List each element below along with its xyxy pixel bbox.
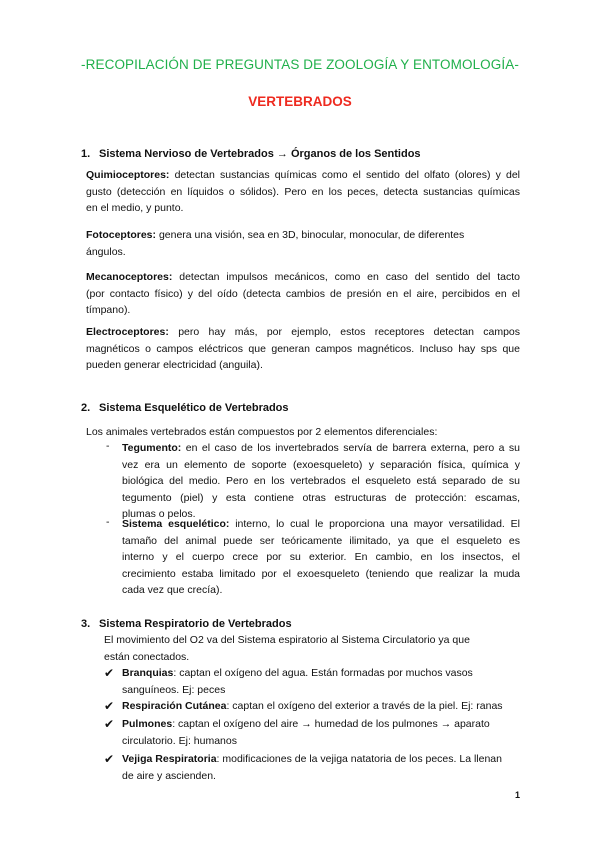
tegumento-text-2: vez era un elemento de soporte (exoesqueleto) y separación física, química y [122,458,520,471]
mecanoceptores-text-1: detectan impulsos mecánicos, como en caso del sentido del tacto [179,271,520,283]
branquias-text-1: : captan el oxígeno del agua. Están formadas por muchos vasos [173,667,473,679]
page-number: 1 [514,790,520,800]
esqueletico-text-3: interno y el cuerpo crece por su exterior. En cambio, en los insectos, el [122,551,520,563]
electroceptores-paragraph [86,324,520,374]
mecanoceptores-term: Mecanoceptores: [86,271,173,283]
document-title: -RECOPILACIÓN DE PREGUNTAS DE ZOOLOGÍA Y ENTOMOLOGÍA- [81,57,519,72]
esqueletico-term: Sistema esquelético: [122,518,230,530]
esqueletico-text-1: interno, lo cual le proporciona una mayor versatilidad. El [235,518,520,530]
quimioceptores-paragraph [86,167,520,217]
quimioceptores-text-3: en el medio, y punto. [86,202,184,214]
branquias-term: Branquias [122,667,174,679]
section-1-title: Sistema Nervioso de Vertebrados → Órganos de los Sentidos [99,148,421,160]
tegumento-paragraph [122,440,520,523]
fotoceptores-text-2: ángulos. [86,245,126,258]
vejiga-check-icon: ✔ [104,752,115,766]
branquias-text-2: sanguíneos. Ej: peces [122,683,226,696]
cutanea-text-1: : captan el oxígeno del exterior a través de la piel. Ej: ranas [226,700,503,712]
tegumento-term: Tegumento: [122,442,182,454]
tegumento-text-4: tegumento (piel) y esta contiene otras estructuras de protección: escamas, [122,491,520,504]
esqueletico-paragraph [122,516,520,599]
respiratory-intro-2: están conectados. [104,650,190,663]
section-1-heading [81,147,421,161]
section-2-heading [81,401,289,415]
tegumento-text-5: plumas o pelos. [122,508,196,520]
document-subtitle: VERTEBRADOS [248,94,352,109]
respiratory-intro [104,632,520,665]
cutanea-check-icon: ✔ [104,699,115,713]
quimioceptores-text-2: gusto (detección en líquidos o sólidos). Pero en los peces, detecta sustancias químicas [86,185,520,198]
section-2-title: Sistema Esquelético de Vertebrados [99,402,289,414]
section-1-number: 1. [81,148,91,160]
respiratory-intro-1: El movimiento del O2 va del Sistema espiratorio al Sistema Circulatorio ya que [104,634,470,646]
tegumento-dash: - [106,440,110,452]
branquias-check-icon: ✔ [104,666,115,680]
fotoceptores-text-1: genera una visión, sea en 3D, binocular, monocular, de diferentes [158,229,465,241]
section-3-number: 3. [81,618,91,630]
electroceptores-text-3: pueden generar electricidad (anguila). [86,359,263,371]
esqueletico-text-2: tamaño del animal puede ser teóricamente ilimitado, ya que el esqueleto es [122,534,520,547]
quimioceptores-text-1: detectan sustancias químicas como el sentido del olfato (olores) y del [174,169,521,181]
cutanea-item [122,698,520,715]
section-3-heading [81,617,292,631]
mecanoceptores-text-3: tímpano). [86,304,131,316]
pulmones-text-2: circulatorio. Ej: humanos [122,734,237,747]
branquias-item [122,665,520,698]
vejiga-text-2: de aire y ascienden. [122,769,216,782]
section-2-number: 2. [81,402,91,414]
mecanoceptores-paragraph [86,269,520,319]
pulmones-item [122,716,520,749]
mecanoceptores-text-2: (por contacto físico) y del oído (detecta cambios de presión en el aire, percibidos en el [86,287,520,300]
esqueletico-dash: - [106,516,110,528]
electroceptores-term: Electroceptores: [86,326,169,338]
vejiga-term: Vejiga Respiratoria [122,753,217,765]
electroceptores-text-2: magnéticos o campos eléctricos que generan campos magnéticos. Incluso hay sps que [86,342,520,355]
esqueletico-text-4: crecimiento estaba limitado por el exoesqueleto (teniendo que realizar la muda [122,567,520,580]
fotoceptores-paragraph [86,227,520,260]
fotoceptores-term: Fotoceptores: [86,229,157,241]
pulmones-term: Pulmones [122,718,173,730]
quimioceptores-term: Quimioceptores: [86,169,170,181]
cutanea-term: Respiración Cutánea [122,700,227,712]
electroceptores-text-1: pero hay más, por ejemplo, estos receptores detectan campos [178,326,520,338]
esqueletico-text-5: cada vez que crecía). [122,584,223,596]
pulmones-text-1: : captan el oxígeno del aire → humedad de los pulmones → aparato [172,718,490,730]
section-3-title: Sistema Respiratorio de Vertebrados [99,618,292,630]
tegumento-text-3: biológica del medio. Pero en los vertebrados el esqueleto está separado de su [122,475,520,487]
tegumento-text-1: en el caso de los invertebrados servía de barrera externa, pero a su [185,442,521,454]
vejiga-item [122,751,520,784]
pulmones-check-icon: ✔ [104,717,115,731]
skeleton-intro: Los animales vertebrados están compuestos por 2 elementos diferenciales: [86,426,438,438]
vejiga-text-1: : modificaciones de la vejiga natatoria de los peces. La llenan [216,753,502,765]
